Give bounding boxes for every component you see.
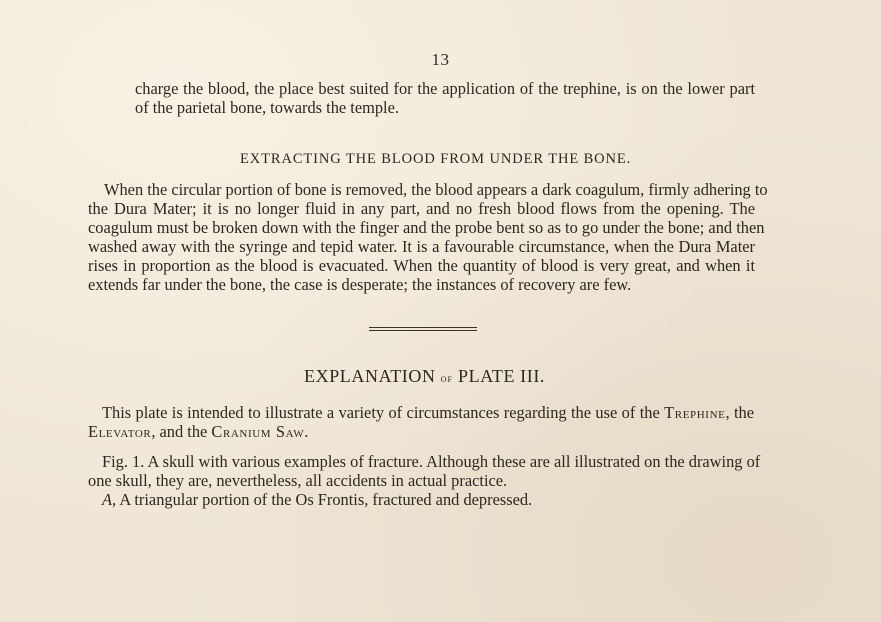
- plate-heading: [304, 366, 545, 387]
- page-number: 13: [431, 50, 450, 69]
- text-line: [88, 403, 754, 422]
- figure-letter: A,: [102, 490, 117, 509]
- plate-heading-of: of: [440, 371, 453, 385]
- plate-intro-paragraph: [88, 403, 754, 441]
- text-run: This plate is intended to illustrate a variety of circumstances regarding the use of the: [102, 403, 660, 422]
- term-cranium-saw: Cranium Saw: [211, 422, 305, 441]
- figure-description: [88, 452, 761, 509]
- intro-paragraph: [135, 79, 755, 117]
- text-line: one skull, they are, nevertheless, all accidents in actual practice.: [88, 471, 508, 490]
- text-line: When the circular portion of bone is removed, the blood appears a dark coagulum, firmly adhering to: [104, 180, 768, 199]
- text-line: rises in proportion as the blood is evacuated. When the quantity of blood is very great, and when it: [88, 256, 755, 275]
- text-line: Fig. 1. A skull with various examples of fracture. Although these are all illustrated on the drawing of: [102, 452, 761, 471]
- plate-heading-part: EXPLANATION: [304, 366, 436, 386]
- double-rule-divider: [369, 327, 477, 331]
- section-heading: EXTRACTING THE BLOOD FROM UNDER THE BONE.: [240, 151, 632, 167]
- text-line: of the parietal bone, towards the temple.: [135, 98, 399, 117]
- text-run: A triangular portion of the Os Frontis, fractured and depressed.: [116, 490, 533, 509]
- text-run: , the: [725, 403, 754, 422]
- term-trephine: Trephine: [664, 403, 726, 422]
- term-elevator: Elevator: [88, 422, 152, 441]
- text-line: [88, 422, 754, 441]
- text-run: .: [304, 422, 309, 441]
- text-line: washed away with the syringe and tepid water. It is a favourable circumstance, when the Dura Mater: [88, 237, 755, 256]
- text-run: , and the: [151, 422, 208, 441]
- text-line: charge the blood, the place best suited for the application of the trephine, is on the lower part: [135, 79, 755, 98]
- text-line: [88, 490, 754, 509]
- plate-heading-part: PLATE III.: [458, 366, 546, 386]
- text-line: coagulum must be broken down with the finger and the probe bent so as to go under the bone; and then: [88, 218, 765, 237]
- text-line: the Dura Mater; it is no longer fluid in any part, and no fresh blood flows from the opening. The: [88, 199, 755, 218]
- extracting-paragraph: [88, 180, 768, 294]
- text-line: extends far under the bone, the case is desperate; the instances of recovery are few.: [88, 275, 632, 294]
